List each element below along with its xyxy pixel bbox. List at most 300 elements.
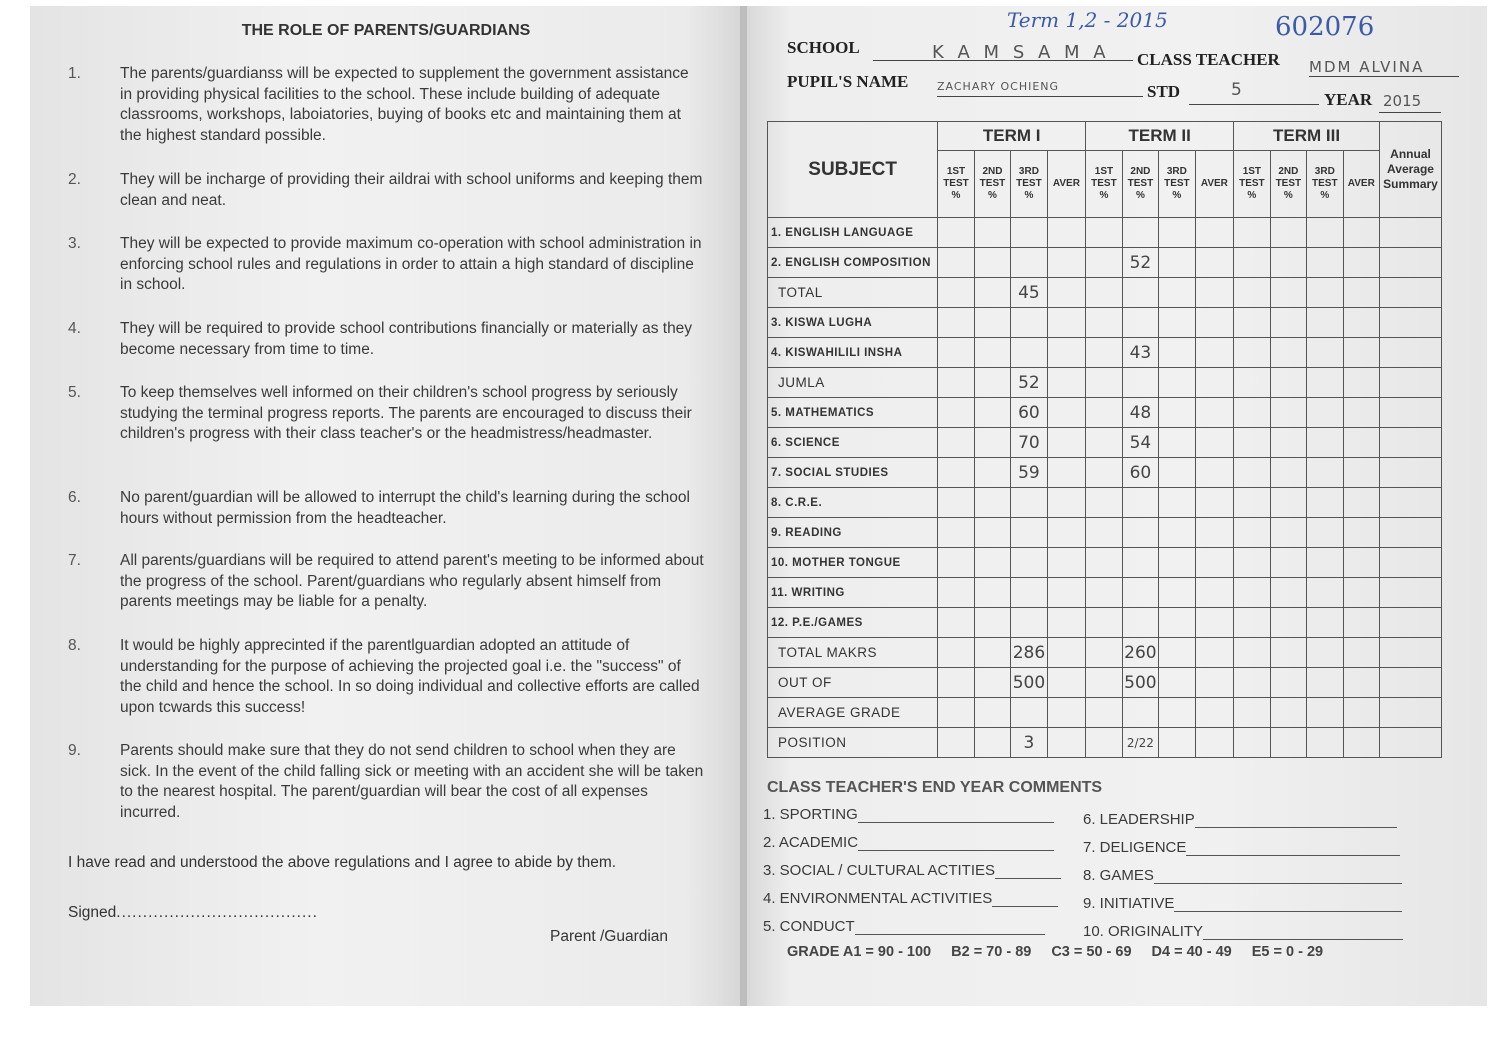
score-cell bbox=[1159, 608, 1195, 638]
score-cell bbox=[938, 518, 974, 548]
comment-label: 4. ENVIRONMENTAL ACTIVITIES bbox=[763, 890, 993, 907]
score-cell bbox=[938, 548, 974, 578]
table-header bbox=[768, 122, 1442, 218]
test-column-header: 1ST TEST % bbox=[1234, 151, 1270, 218]
pupil-name-label: PUPIL'S NAME bbox=[787, 72, 909, 91]
comment-label: 3. SOCIAL / CULTURAL ACTITIES bbox=[763, 862, 996, 879]
score-cell bbox=[938, 218, 974, 248]
score-cell bbox=[1307, 578, 1343, 608]
score-cell bbox=[1159, 638, 1195, 668]
score-cell bbox=[1270, 548, 1306, 578]
rule-item bbox=[68, 551, 704, 613]
table-row bbox=[768, 428, 1442, 458]
handwritten-term: Term 1,2 - 2015 bbox=[1007, 8, 1168, 32]
score-cell bbox=[938, 338, 974, 368]
score-cell bbox=[1343, 428, 1379, 458]
comment-line[interactable] bbox=[858, 808, 1054, 823]
score-cell bbox=[1086, 248, 1122, 278]
score-cell bbox=[1343, 698, 1379, 728]
score-cell bbox=[1234, 398, 1270, 428]
score-cell: 500 bbox=[1122, 668, 1158, 698]
score-cell bbox=[1234, 638, 1270, 668]
score-cell bbox=[1307, 638, 1343, 668]
comment-field[interactable] bbox=[1083, 811, 1397, 828]
marks-table bbox=[767, 121, 1442, 758]
score-cell: 52 bbox=[1011, 368, 1047, 398]
score-cell bbox=[1307, 218, 1343, 248]
score-cell: 52 bbox=[1122, 248, 1158, 278]
test-column-header: 1ST TEST % bbox=[938, 151, 974, 218]
table-row bbox=[768, 248, 1442, 278]
rule-number: 1. bbox=[68, 65, 81, 82]
score-cell bbox=[1343, 638, 1379, 668]
score-cell bbox=[1234, 728, 1270, 758]
score-cell bbox=[1343, 728, 1379, 758]
score-cell bbox=[1270, 428, 1306, 458]
score-cell bbox=[1234, 518, 1270, 548]
test-column-header: 1ST TEST % bbox=[1086, 151, 1122, 218]
score-cell bbox=[1047, 218, 1086, 248]
score-cell bbox=[1270, 608, 1306, 638]
signature-line bbox=[68, 904, 318, 922]
grade-scale bbox=[787, 944, 1343, 960]
score-cell: 48 bbox=[1122, 398, 1158, 428]
score-cell bbox=[938, 428, 974, 458]
score-cell bbox=[974, 548, 1010, 578]
score-cell bbox=[974, 728, 1010, 758]
table-row bbox=[768, 338, 1442, 368]
score-cell bbox=[1307, 338, 1343, 368]
test-column-header: AVER bbox=[1047, 151, 1086, 218]
annual-average-header: Annual Average Summary bbox=[1380, 122, 1442, 218]
comment-label: 7. DELIGENCE bbox=[1083, 839, 1187, 856]
score-cell bbox=[1047, 728, 1086, 758]
comment-field[interactable] bbox=[763, 806, 1054, 823]
rule-text: The parents/guardianss will be expected to supplement the government assistance in providing physical facilities to the school. These include building of adequate classrooms, workshops, laboiatories, buying of books etc and maintaining them at the highest standard possible. bbox=[120, 65, 689, 144]
rule-number: 8. bbox=[68, 637, 81, 654]
score-cell bbox=[1234, 278, 1270, 308]
score-cell bbox=[1270, 308, 1306, 338]
score-cell bbox=[1159, 218, 1195, 248]
report-booklet bbox=[12, 6, 1490, 1006]
score-cell bbox=[1159, 458, 1195, 488]
comment-line[interactable] bbox=[1154, 869, 1402, 884]
subject-label: 1. ENGLISH LANGUAGE bbox=[768, 218, 938, 248]
score-cell bbox=[974, 368, 1010, 398]
score-cell bbox=[1234, 308, 1270, 338]
std-label: STD bbox=[1147, 82, 1181, 101]
score-cell bbox=[1270, 398, 1306, 428]
subject-header: SUBJECT bbox=[768, 122, 938, 218]
annual-cell bbox=[1380, 218, 1442, 248]
school-label: SCHOOL bbox=[787, 38, 860, 57]
comment-label: 8. GAMES bbox=[1083, 867, 1154, 884]
subject-label: JUMLA bbox=[768, 368, 938, 398]
score-cell bbox=[1307, 308, 1343, 338]
score-cell bbox=[1195, 668, 1234, 698]
score-cell bbox=[1343, 488, 1379, 518]
score-cell bbox=[1086, 728, 1122, 758]
comment-line[interactable] bbox=[1186, 841, 1400, 856]
comment-label: 6. LEADERSHIP bbox=[1083, 811, 1195, 828]
score-cell bbox=[1343, 608, 1379, 638]
score-cell bbox=[1086, 608, 1122, 638]
table-row bbox=[768, 638, 1442, 668]
score-cell bbox=[1047, 548, 1086, 578]
score-cell bbox=[974, 338, 1010, 368]
score-cell bbox=[1307, 458, 1343, 488]
score-cell bbox=[1234, 488, 1270, 518]
score-cell bbox=[1270, 218, 1306, 248]
score-cell bbox=[1086, 638, 1122, 668]
score-cell: 54 bbox=[1122, 428, 1158, 458]
rule-item bbox=[68, 64, 704, 146]
score-cell bbox=[1086, 368, 1122, 398]
score-cell bbox=[1047, 698, 1086, 728]
comment-field[interactable] bbox=[763, 890, 1058, 907]
table-row bbox=[768, 278, 1442, 308]
score-cell bbox=[1195, 248, 1234, 278]
subject-label: 2. ENGLISH COMPOSITION bbox=[768, 248, 938, 278]
score-cell bbox=[1122, 218, 1158, 248]
table-body bbox=[768, 218, 1442, 758]
grade-band: C3 = 50 - 69 bbox=[1051, 944, 1132, 960]
annual-cell bbox=[1380, 728, 1442, 758]
score-cell bbox=[1195, 518, 1234, 548]
subject-label: 10. MOTHER TONGUE bbox=[768, 548, 938, 578]
annual-cell bbox=[1380, 548, 1442, 578]
rule-text: They will be expected to provide maximum co-operation with school administration in enforcing school rules and regulations in order to attain a high standard of discipline in school. bbox=[120, 235, 702, 293]
score-cell bbox=[1307, 548, 1343, 578]
score-cell bbox=[1086, 398, 1122, 428]
rule-item bbox=[68, 488, 704, 529]
score-cell bbox=[1195, 218, 1234, 248]
score-cell bbox=[1086, 548, 1122, 578]
score-cell bbox=[1159, 278, 1195, 308]
score-cell bbox=[938, 668, 974, 698]
score-cell bbox=[1195, 728, 1234, 758]
score-cell bbox=[1086, 338, 1122, 368]
subject-label: 9. READING bbox=[768, 518, 938, 548]
subject-label: 8. C.R.E. bbox=[768, 488, 938, 518]
score-cell bbox=[1195, 488, 1234, 518]
grade-band: D4 = 40 - 49 bbox=[1151, 944, 1232, 960]
score-cell bbox=[938, 698, 974, 728]
score-cell bbox=[1343, 248, 1379, 278]
comment-line[interactable] bbox=[1174, 897, 1402, 912]
comment-label: 5. CONDUCT bbox=[763, 918, 855, 935]
test-column-header: 2ND TEST % bbox=[1122, 151, 1158, 218]
score-cell bbox=[1234, 338, 1270, 368]
score-cell bbox=[1270, 368, 1306, 398]
score-cell bbox=[1086, 698, 1122, 728]
score-cell bbox=[974, 638, 1010, 668]
subject-label: TOTAL MAKRS bbox=[768, 638, 938, 668]
score-cell bbox=[1159, 578, 1195, 608]
score-cell bbox=[1047, 338, 1086, 368]
score-cell bbox=[1195, 698, 1234, 728]
score-cell bbox=[974, 278, 1010, 308]
score-cell: 286 bbox=[1011, 638, 1047, 668]
score-cell bbox=[1307, 698, 1343, 728]
score-cell bbox=[1307, 488, 1343, 518]
score-cell bbox=[1234, 218, 1270, 248]
score-cell bbox=[1159, 698, 1195, 728]
score-cell: 43 bbox=[1122, 338, 1158, 368]
score-cell bbox=[974, 308, 1010, 338]
score-cell bbox=[1234, 548, 1270, 578]
score-cell bbox=[938, 488, 974, 518]
score-cell bbox=[1011, 338, 1047, 368]
score-cell bbox=[1159, 548, 1195, 578]
score-cell bbox=[1343, 278, 1379, 308]
rule-number: 5. bbox=[68, 384, 81, 401]
subject-label: 12. P.E./GAMES bbox=[768, 608, 938, 638]
annual-cell bbox=[1380, 308, 1442, 338]
rule-item bbox=[68, 383, 704, 445]
score-cell bbox=[1011, 698, 1047, 728]
score-cell bbox=[1047, 308, 1086, 338]
test-column-header: 2ND TEST % bbox=[974, 151, 1010, 218]
score-cell bbox=[1047, 368, 1086, 398]
table-row bbox=[768, 368, 1442, 398]
grade-band: B2 = 70 - 89 bbox=[951, 944, 1032, 960]
comment-line[interactable] bbox=[992, 892, 1058, 907]
rule-item bbox=[68, 319, 704, 360]
comment-field[interactable] bbox=[1083, 839, 1400, 856]
score-cell bbox=[974, 248, 1010, 278]
annual-cell bbox=[1380, 488, 1442, 518]
score-cell bbox=[1159, 308, 1195, 338]
score-cell bbox=[1343, 458, 1379, 488]
subject-label: AVERAGE GRADE bbox=[768, 698, 938, 728]
left-page bbox=[30, 6, 742, 1006]
rule-number: 6. bbox=[68, 489, 81, 506]
score-cell bbox=[1047, 428, 1086, 458]
score-cell bbox=[1195, 548, 1234, 578]
annual-cell bbox=[1380, 248, 1442, 278]
score-cell bbox=[1234, 368, 1270, 398]
score-cell bbox=[1159, 338, 1195, 368]
subject-label: 7. SOCIAL STUDIES bbox=[768, 458, 938, 488]
score-cell bbox=[1047, 488, 1086, 518]
score-cell bbox=[1307, 518, 1343, 548]
comment-label: 1. SPORTING bbox=[763, 806, 858, 823]
test-column-header: 3RD TEST % bbox=[1011, 151, 1047, 218]
table-row bbox=[768, 398, 1442, 428]
score-cell bbox=[1270, 668, 1306, 698]
score-cell bbox=[1047, 248, 1086, 278]
score-cell bbox=[938, 308, 974, 338]
score-cell bbox=[1234, 668, 1270, 698]
score-cell: 260 bbox=[1122, 638, 1158, 668]
annual-cell bbox=[1380, 698, 1442, 728]
rule-number: 2. bbox=[68, 171, 81, 188]
comment-field[interactable] bbox=[763, 918, 1045, 935]
score-cell bbox=[1270, 638, 1306, 668]
score-cell bbox=[1047, 638, 1086, 668]
table-row bbox=[768, 608, 1442, 638]
score-cell bbox=[1234, 458, 1270, 488]
annual-cell bbox=[1380, 608, 1442, 638]
std-value: 5 bbox=[1231, 80, 1244, 100]
comment-field[interactable] bbox=[1083, 923, 1403, 940]
score-cell bbox=[1270, 338, 1306, 368]
score-cell bbox=[1270, 578, 1306, 608]
table-row bbox=[768, 458, 1442, 488]
score-cell bbox=[1307, 248, 1343, 278]
score-cell: 45 bbox=[1011, 278, 1047, 308]
score-cell: 60 bbox=[1122, 458, 1158, 488]
test-column-header: 2ND TEST % bbox=[1270, 151, 1306, 218]
score-cell bbox=[1086, 518, 1122, 548]
pupil-name-value: ZACHARY OCHIENG bbox=[937, 80, 1060, 93]
score-cell bbox=[974, 518, 1010, 548]
score-cell bbox=[1270, 488, 1306, 518]
score-cell bbox=[1195, 428, 1234, 458]
rule-text: They will be incharge of providing their aildrai with school uniforms and keeping them clean and neat. bbox=[120, 171, 703, 209]
score-cell bbox=[1159, 368, 1195, 398]
score-cell bbox=[1159, 518, 1195, 548]
test-column-header: 3RD TEST % bbox=[1307, 151, 1343, 218]
score-cell: 60 bbox=[1011, 398, 1047, 428]
score-cell bbox=[938, 278, 974, 308]
test-column-header: 3RD TEST % bbox=[1159, 151, 1195, 218]
score-cell bbox=[1343, 578, 1379, 608]
score-cell bbox=[1343, 338, 1379, 368]
score-cell bbox=[1343, 548, 1379, 578]
score-cell bbox=[1195, 638, 1234, 668]
year-label: YEAR bbox=[1324, 90, 1373, 109]
pupil-name-underline bbox=[937, 96, 1143, 97]
score-cell bbox=[1270, 518, 1306, 548]
score-cell: 3 bbox=[1011, 728, 1047, 758]
score-cell bbox=[1343, 368, 1379, 398]
score-cell bbox=[1159, 398, 1195, 428]
score-cell bbox=[974, 218, 1010, 248]
score-cell bbox=[938, 728, 974, 758]
score-cell bbox=[1343, 308, 1379, 338]
rule-item bbox=[68, 170, 704, 211]
score-cell bbox=[1234, 428, 1270, 458]
score-cell bbox=[1047, 278, 1086, 308]
comment-label: 9. INITIATIVE bbox=[1083, 895, 1175, 912]
score-cell bbox=[1011, 218, 1047, 248]
score-cell bbox=[1307, 278, 1343, 308]
agreement-text: I have read and understood the above regulations and I agree to abide by them. bbox=[68, 854, 617, 871]
comment-line[interactable] bbox=[858, 836, 1054, 851]
score-cell bbox=[1047, 668, 1086, 698]
table-row bbox=[768, 518, 1442, 548]
parent-guardian-label: Parent /Guardian bbox=[550, 928, 669, 945]
rule-text: It would be highly apprecinted if the parentlguardian adopted an attitude of understanding for the purpose of achieving the projected goal i.e. the "success" of the child and hence the school. In so doing individual and collective efforts are called upon tcwards this success! bbox=[120, 637, 700, 716]
score-cell bbox=[1270, 698, 1306, 728]
score-cell bbox=[1011, 578, 1047, 608]
test-column-header: AVER bbox=[1343, 151, 1379, 218]
score-cell bbox=[1307, 608, 1343, 638]
score-cell bbox=[938, 458, 974, 488]
year-underline bbox=[1379, 112, 1441, 113]
handwritten-number: 602076 bbox=[1275, 12, 1375, 42]
comment-line[interactable] bbox=[855, 920, 1045, 935]
score-cell bbox=[1122, 548, 1158, 578]
score-cell bbox=[1011, 548, 1047, 578]
score-cell bbox=[1086, 578, 1122, 608]
score-cell bbox=[974, 398, 1010, 428]
subject-label: POSITION bbox=[768, 728, 938, 758]
score-cell bbox=[1270, 248, 1306, 278]
table-row bbox=[768, 668, 1442, 698]
score-cell bbox=[1159, 428, 1195, 458]
score-cell bbox=[938, 608, 974, 638]
score-cell bbox=[974, 608, 1010, 638]
score-cell bbox=[1270, 458, 1306, 488]
table-row bbox=[768, 488, 1442, 518]
score-cell bbox=[938, 398, 974, 428]
signed-label: Signed bbox=[68, 904, 117, 921]
score-cell bbox=[1195, 608, 1234, 638]
comment-field[interactable] bbox=[763, 862, 1061, 879]
score-cell bbox=[974, 428, 1010, 458]
rule-item bbox=[68, 234, 704, 296]
score-cell bbox=[1011, 488, 1047, 518]
score-cell: 500 bbox=[1011, 668, 1047, 698]
score-cell bbox=[1122, 278, 1158, 308]
term-header: TERM II bbox=[1086, 122, 1234, 151]
score-cell bbox=[1122, 518, 1158, 548]
comment-line[interactable] bbox=[995, 864, 1061, 879]
rule-text: Parents should make sure that they do not send children to school when they are sick. In the event of the child falling sick or meeting with an accident she will be taken to the nearest hospital. The parent/guardian will bear the cost of all expenses incurred. bbox=[120, 742, 704, 821]
score-cell bbox=[1122, 488, 1158, 518]
annual-cell bbox=[1380, 428, 1442, 458]
score-cell bbox=[1195, 578, 1234, 608]
score-cell bbox=[1159, 728, 1195, 758]
score-cell bbox=[1086, 278, 1122, 308]
rule-text: To keep themselves well informed on their children's school progress by seriously studying the terminal progress reports. The parents are encouraged to discuss their children's progress with their class teacher's or the headmistress/headmaster. bbox=[120, 384, 692, 442]
term-header: TERM I bbox=[938, 122, 1086, 151]
grade-band: GRADE A1 = 90 - 100 bbox=[787, 944, 932, 960]
comment-field[interactable] bbox=[1083, 895, 1402, 912]
signature-dots: ...................................... bbox=[116, 904, 318, 921]
score-cell bbox=[1195, 308, 1234, 338]
score-cell bbox=[1011, 308, 1047, 338]
score-cell: 59 bbox=[1011, 458, 1047, 488]
annual-cell bbox=[1380, 278, 1442, 308]
score-cell bbox=[1234, 578, 1270, 608]
table-row bbox=[768, 698, 1442, 728]
annual-cell bbox=[1380, 668, 1442, 698]
comment-label: 10. ORIGINALITY bbox=[1083, 923, 1204, 940]
comment-line[interactable] bbox=[1203, 925, 1403, 940]
table-row bbox=[768, 218, 1442, 248]
rule-number: 4. bbox=[68, 320, 81, 337]
comment-field[interactable] bbox=[1083, 867, 1402, 884]
score-cell bbox=[1195, 368, 1234, 398]
score-cell bbox=[1011, 608, 1047, 638]
comment-line[interactable] bbox=[1195, 813, 1397, 828]
score-cell bbox=[974, 488, 1010, 518]
comment-field[interactable] bbox=[763, 834, 1054, 851]
score-cell bbox=[938, 578, 974, 608]
score-cell bbox=[1086, 428, 1122, 458]
score-cell bbox=[1086, 218, 1122, 248]
rule-text: No parent/guardian will be allowed to interrupt the child's learning during the school hours without permission from the headteacher. bbox=[120, 489, 690, 527]
score-cell bbox=[1195, 458, 1234, 488]
score-cell bbox=[938, 638, 974, 668]
subject-label: TOTAL bbox=[768, 278, 938, 308]
score-cell bbox=[1307, 368, 1343, 398]
rule-number: 7. bbox=[68, 552, 81, 569]
